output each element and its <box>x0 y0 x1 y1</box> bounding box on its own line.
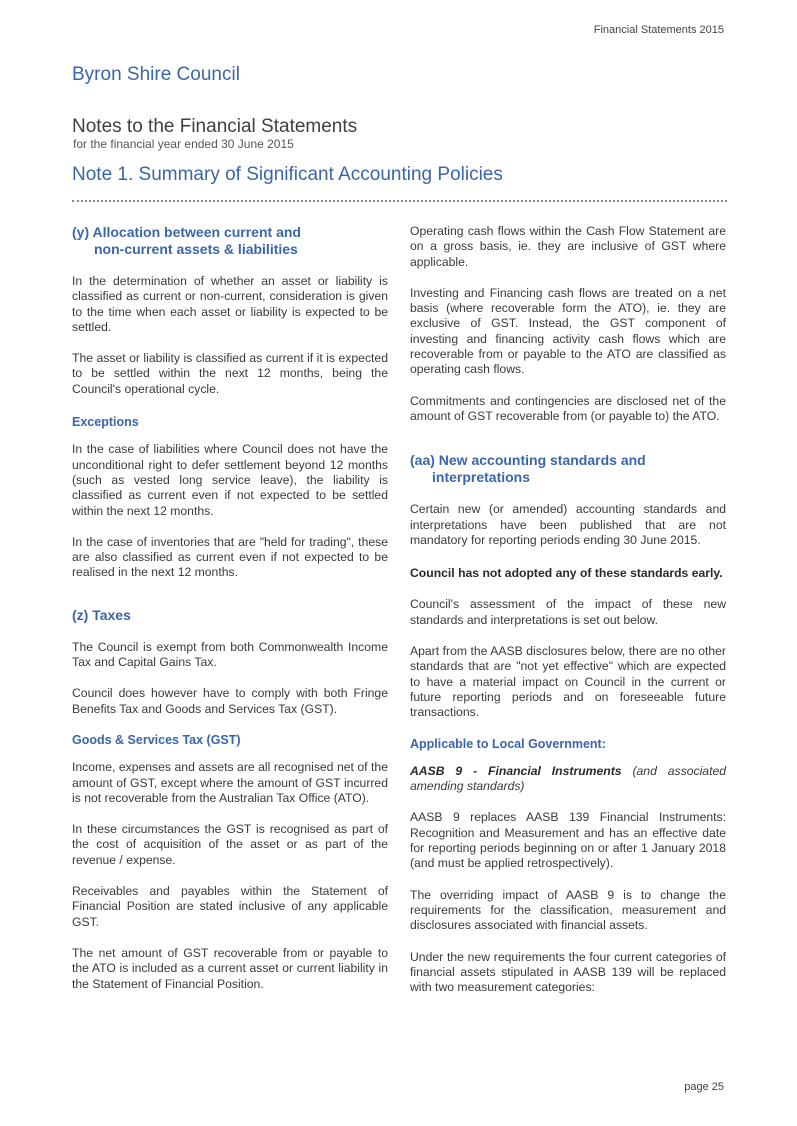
subheading-exceptions: Exceptions <box>72 415 139 430</box>
paragraph: The Council is exempt from both Commonwealth Income Tax and Capital Gains Tax. <box>72 639 388 670</box>
bold-statement: Council has not adopted any of these standards early. <box>410 566 723 581</box>
paragraph: In the case of inventories that are "held for trading", these are also classified as current even if not expected to be realised in the next 12 months. <box>72 534 388 580</box>
paragraph: Receivables and payables within the Statement of Financial Position are stated inclusive of any applicable GST. <box>72 884 388 929</box>
section-heading-z: (z) Taxes <box>72 606 131 623</box>
paragraph: The asset or liability is classified as current if it is expected to be settled within the next 12 months, being the Council's operational cycle. <box>72 351 388 396</box>
aasb9-heading <box>410 764 726 795</box>
paragraph: In the determination of whether an asset or liability is classified as current or non-current, consideration is given to the time when each asset or liability is expected to be settled. <box>72 274 388 334</box>
left-column <box>72 224 388 1008</box>
paragraph: The overriding impact of AASB 9 is to change the requirements for the classification, measurement and disclosures associated with financial assets. <box>410 887 726 933</box>
subheading-gst: Goods & Services Tax (GST) <box>72 732 241 747</box>
aasb9-title: AASB 9 - Financial Instruments <box>410 763 622 778</box>
paragraph: Council does however have to comply with both Fringe Benefits Tax and Goods and Services Tax (GST). <box>72 686 388 716</box>
note-title: Note 1. Summary of Significant Accounting Policies <box>72 164 503 185</box>
section-heading-y-line1: (y) Allocation between current and <box>72 224 301 240</box>
paragraph: Certain new (or amended) accounting standards and interpretations have been published that are not mandatory for reporting periods ending 30 June 2015. <box>410 502 726 547</box>
paragraph: AASB 9 replaces AASB 139 Financial Instruments: Recognition and Measurement and has an effective date for reporting periods beginning on or after 1 January 2018 (and must be applied retrospectively). <box>410 810 726 871</box>
section-heading-aa <box>410 452 726 486</box>
page-number: page 25 <box>684 1081 724 1093</box>
paragraph: Commitments and contingencies are disclosed net of the amount of GST recoverable from (or payable to) the ATO. <box>410 393 726 423</box>
paragraph: Under the new requirements the four current categories of financial assets stipulated in AASB 139 will be replaced with two measurement categories: <box>410 949 726 995</box>
paragraph: In these circumstances the GST is recognised as part of the cost of acquisition of the asset or as part of the revenue / expense. <box>72 822 388 867</box>
organization-name: Byron Shire Council <box>72 64 240 85</box>
notes-title: Notes to the Financial Statements <box>72 116 358 137</box>
paragraph: Apart from the AASB disclosures below, there are no other standards that are "not yet effective" which are expected to have a material impact on Council in the current or future reporting periods and on foreseeable future transactions. <box>410 644 726 720</box>
right-column <box>410 224 726 1011</box>
paragraph: Income, expenses and assets are all recognised net of the amount of GST, except where the amount of GST incurred is not recoverable from the Australian Tax Office (ATO). <box>72 760 388 805</box>
paragraph: Council's assessment of the impact of these new standards and interpretations is set out below. <box>410 597 726 627</box>
aasb9-note: (and associated amending standards) <box>410 763 727 794</box>
paragraph: The net amount of GST recoverable from or payable to the ATO is included as a current asset or current liability in the Statement of Financial Position. <box>72 945 388 991</box>
paragraph: Operating cash flows within the Cash Flow Statement are on a gross basis, ie. they are inclusive of GST where applicable. <box>410 224 726 269</box>
section-heading-y <box>72 224 388 258</box>
paragraph: In the case of liabilities where Council does not have the unconditional right to defer settlement beyond 12 months (such as vested long service leave), the liability is classified as current even if not expected to be settled within the next 12 months. <box>72 442 388 518</box>
section-heading-y-line2: non-current assets & liabilities <box>94 241 298 257</box>
paragraph: Investing and Financing cash flows are treated on a net basis (where recoverable form the ATO), ie. they are exclusive of GST. Instead, the GST component of investing and financing activity cash flows which are recoverable from or payable to the ATO are classified as operating cash flows. <box>410 285 726 377</box>
document-label: Financial Statements 2015 <box>593 24 724 36</box>
dotted-divider <box>72 200 727 202</box>
section-heading-aa-line1: (aa) New accounting standards and <box>410 452 646 469</box>
notes-subtitle: for the financial year ended 30 June 2015 <box>73 137 294 151</box>
section-heading-aa-line2: interpretations <box>432 469 531 486</box>
subheading-applicable: Applicable to Local Government: <box>410 736 606 751</box>
